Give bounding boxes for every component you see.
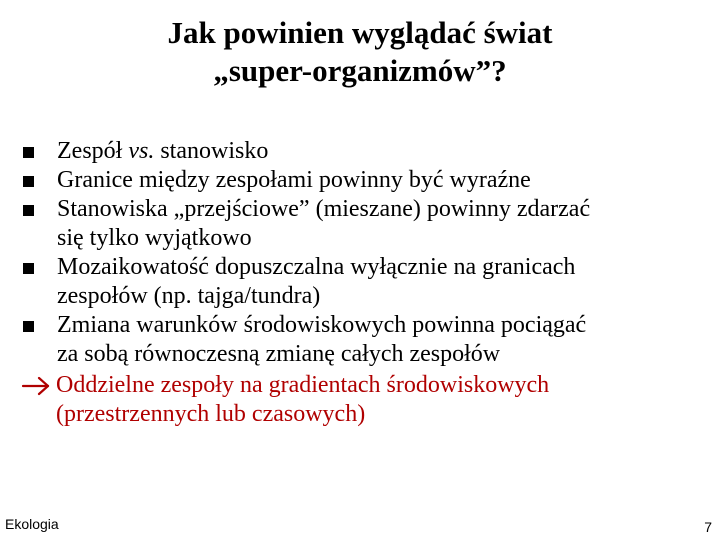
page-number: 7 [704,519,712,535]
square-bullet-icon [23,147,34,158]
bullet-text: Mozaikowatość dopuszczalna wyłącznie na granicach [57,254,576,280]
bullet-text-part: Zespół [57,138,129,164]
bullet-text-continuation: za sobą równoczesną zmianę całych zespołów [57,341,501,367]
slide-title [0,14,720,90]
bullet-text: Granice między zespołami powinny być wyraźne [57,167,531,193]
bullet-item [20,311,710,369]
bullet-item [20,137,710,166]
slide-title-line-1: Jak powinien wyglądać świat [167,15,553,50]
bullet-text-continuation: zespołów (np. tajga/tundra) [57,283,321,309]
bullet-item [20,195,710,253]
square-bullet-icon [23,205,34,216]
footer-course-name: Ekologia [5,516,59,532]
bullet-list [20,137,710,429]
conclusion-text-continuation: (przestrzennych lub czasowych) [56,401,366,427]
bullet-item [20,253,710,311]
bullet-text: Zmiana warunków środowiskowych powinna pociągać [57,312,587,338]
bullet-text-part: stanowisko [154,138,269,164]
bullet-text-continuation: się tylko wyjątkowo [57,225,252,251]
bullet-item [20,166,710,195]
right-arrow-icon [20,375,54,397]
conclusion [20,371,710,429]
slide-title-line-2: „super-organizmów”? [213,53,507,88]
square-bullet-icon [23,321,34,332]
bullet-text [57,137,710,166]
bullet-text-italic: vs. [128,138,155,164]
conclusion-text: Oddzielne zespoły na gradientach środowiskowych [56,372,550,398]
bullet-text: Stanowiska „przejściowe” (mieszane) powinny zdarzać [57,196,591,222]
square-bullet-icon [23,263,34,274]
square-bullet-icon [23,176,34,187]
